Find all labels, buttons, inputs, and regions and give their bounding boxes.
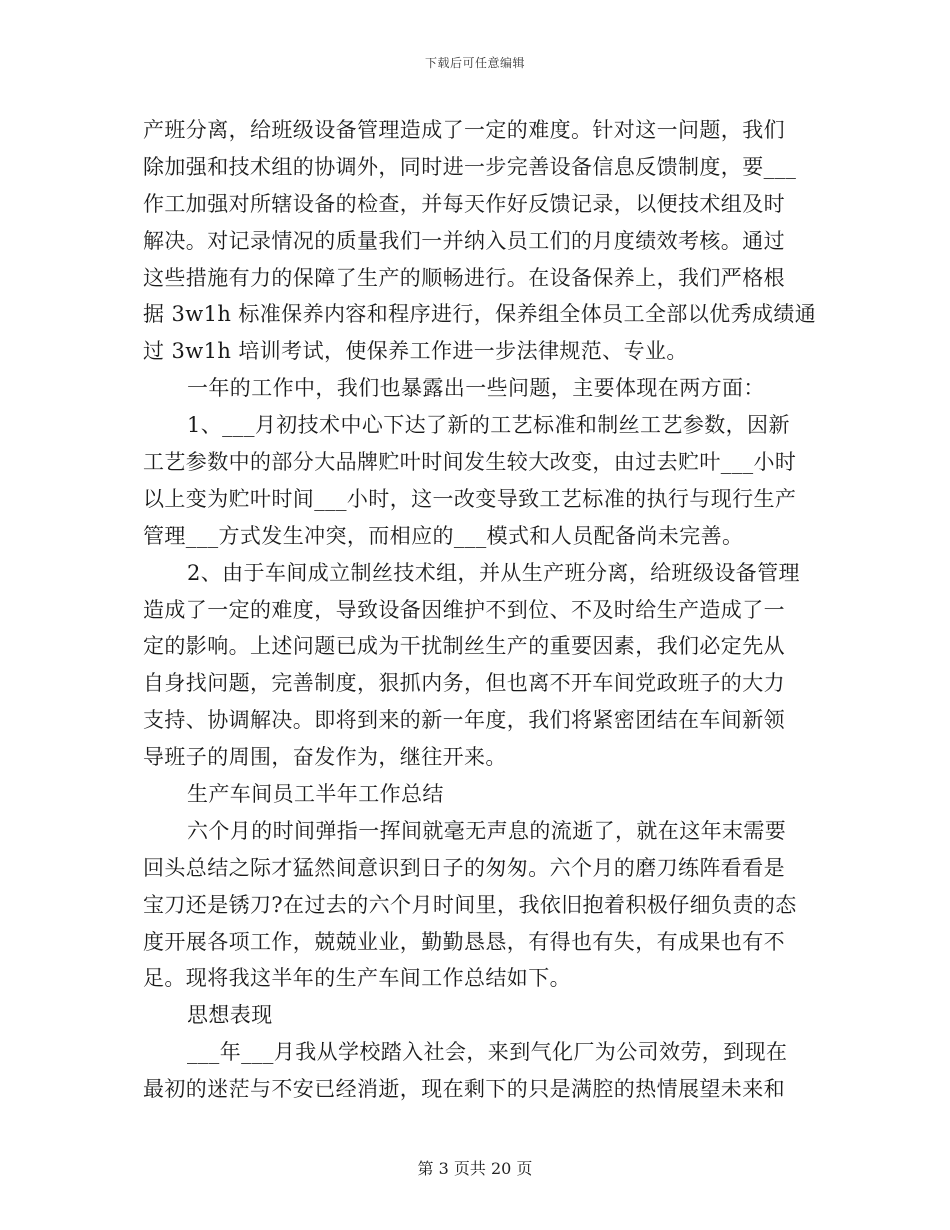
body-text bbox=[143, 112, 817, 1108]
list-item-2: 2、由于车间成立制丝技术组，并从生产班分离，给班级设备管理 bbox=[187, 560, 800, 585]
text-line: 造成了一定的难度，导致设备因维护不到位、不及时给生产造成了一 bbox=[143, 597, 785, 622]
text-line: 自身找问题，完善制度，狠抓内务，但也离不开车间党政班子的大力 bbox=[143, 671, 785, 696]
text-line: 导班子的周围，奋发作为，继往开来。 bbox=[143, 745, 507, 770]
text-line: 据 3w1h 标准保养内容和程序进行，保养组全体员工全部以优秀成绩通 bbox=[143, 302, 817, 327]
paragraph-start: 一年的工作中，我们也暴露出一些问题，主要体现在两方面： bbox=[187, 376, 765, 401]
text-line: 回头总结之际才猛然间意识到日子的匆匆。六个月的磨刀练阵看看是 bbox=[143, 855, 785, 880]
text-line: 解决。对记录情况的质量我们一并纳入员工们的月度绩效考核。通过 bbox=[143, 228, 785, 253]
text-line: 支持、协调解决。即将到来的新一年度，我们将紧密团结在车间新领 bbox=[143, 708, 785, 733]
list-item-1: 1、___月初技术中心下达了新的工艺标准和制丝工艺参数，因新 bbox=[187, 413, 790, 438]
page-number: 第 3 页共 20 页 bbox=[417, 1159, 533, 1178]
text-line: 除加强和技术组的协调外，同时进一步完善设备信息反馈制度，要___ bbox=[143, 154, 797, 179]
text-line: 最初的迷茫与不安已经消逝，现在剩下的只是满腔的热情展望未来和 bbox=[143, 1077, 785, 1102]
text-line: 度开展各项工作，兢兢业业，勤勤恳恳，有得也有失，有成果也有不 bbox=[143, 929, 785, 954]
header-edit-note: 下载后可任意编辑 bbox=[424, 56, 525, 70]
section-title: 生产车间员工半年工作总结 bbox=[187, 782, 444, 807]
text-line: 管理___方式发生冲突，而相应的___模式和人员配备尚未完善。 bbox=[143, 523, 744, 548]
text-line: 产班分离，给班级设备管理造成了一定的难度。针对这一问题，我们 bbox=[143, 118, 785, 142]
text-line: 足。现将我这半年的生产车间工作总结如下。 bbox=[143, 966, 571, 991]
text-line: 定的影响。上述问题已成为干扰制丝生产的重要因素，我们必定先从 bbox=[143, 634, 785, 659]
text-line: 过 3w1h 培训考试，使保养工作进一步法律规范、专业。 bbox=[143, 339, 688, 364]
text-line: 以上变为贮叶时间___小时，这一改变导致工艺标准的执行与现行生产 bbox=[143, 486, 797, 511]
paragraph-start: ___年___月我从学校踏入社会，来到气化厂为公司效劳，到现在 bbox=[187, 1040, 788, 1065]
text-line: 作工加强对所辖设备的检查，并每天作好反馈记录，以便技术组及时 bbox=[143, 191, 785, 216]
text-line: 这些措施有力的保障了生产的顺畅进行。在设备保养上，我们严格根 bbox=[143, 265, 785, 290]
subsection-title: 思想表现 bbox=[187, 1003, 273, 1028]
text-line: 工艺参数中的部分大品牌贮叶时间发生较大改变，由过去贮叶___小时 bbox=[143, 450, 797, 475]
text-line: 宝刀还是锈刀?在过去的六个月时间里，我依旧抱着积极仔细负责的态 bbox=[143, 892, 797, 917]
paragraph-start: 六个月的时间弹指一挥间就毫无声息的流逝了，就在这年末需要 bbox=[187, 818, 787, 843]
